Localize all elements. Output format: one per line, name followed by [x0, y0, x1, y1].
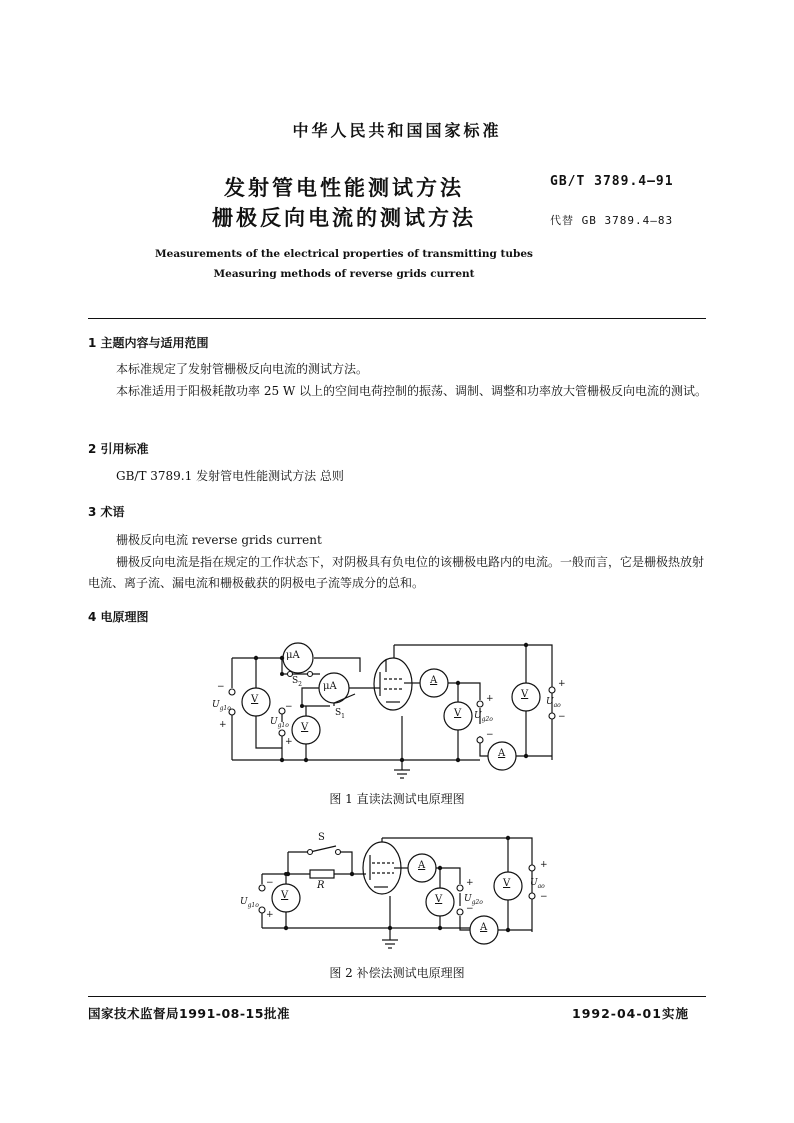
section-1-title: 1 主题内容与适用范围 [88, 336, 209, 350]
fig1-u-sub: g1o [219, 704, 231, 712]
fig1-u-letter: U [212, 700, 220, 710]
fig2-minus-g2: − [466, 904, 474, 914]
section-4-title: 4 电原理图 [88, 610, 149, 624]
fig1-meter-ua-top: μA [286, 650, 300, 661]
fig1-meter-a-bottom: A [498, 748, 506, 759]
fig1-meter-v-anode: V [521, 689, 529, 700]
section-1-para-2: 本标准适用于阳极耗散功率 25 W 以上的空间电荷控制的振荡、调制、调整和功率放大管栅极反向电流的测试。 [116, 384, 708, 398]
fig2-label-ug1 [240, 897, 259, 909]
fig2-u-sub-2: g2o [471, 898, 483, 906]
fig1-plus-mid: + [285, 737, 293, 747]
national-standard-heading: 中华人民共和国国家标准 [292, 121, 502, 140]
fig1-minus-g2: − [486, 730, 494, 740]
standard-replaces: 代替 GB 3789.4—83 [550, 214, 674, 227]
english-title-2: Measuring methods of reverse grids current [213, 268, 475, 280]
fig1-meter-ua-mid: μA [323, 681, 337, 692]
fig1-plus-left: + [219, 720, 227, 730]
fig2-plus-anode: + [540, 860, 548, 870]
fig1-minus-left: − [217, 682, 225, 692]
fig2-u-letter: U [240, 897, 248, 907]
fig2-minus-left: − [266, 878, 274, 888]
fig1-u-letter-4: U [546, 697, 554, 707]
fig2-meter-v-g2: V [435, 894, 443, 905]
footer-implement: 1992-04-01实施 [572, 1006, 689, 1021]
footer-approval: 国家技术监督局1991-08-15批准 [88, 1006, 290, 1021]
title-line-2: 栅极反向电流的测试方法 [212, 206, 476, 230]
fig1-u-letter-3: U [474, 711, 482, 721]
fig2-meter-v-anode: V [503, 878, 511, 889]
section-3-para-1: 栅极反向电流是指在规定的工作状态下，对阴极具有负电位的该栅极电路内的电流。一般而言，它是栅极热放射电流、离子流、漏电流和栅极截获的阴极电子流等成分的总和。 [88, 555, 705, 590]
fig1-minus-mid: − [285, 702, 293, 712]
section-1-para-1: 本标准规定了发射管栅极反向电流的测试方法。 [116, 362, 369, 376]
fig2-u-sub-3: ao [537, 882, 545, 890]
fig2-u-sub: g1o [247, 901, 259, 909]
fig1-meter-v-g1: V [301, 722, 309, 733]
fig1-u-sub-3: g2o [481, 715, 493, 723]
section-2-para-1: GB/T 3789.1 发射管电性能测试方法 总则 [116, 469, 344, 483]
fig1-u-sub-2: g1o [277, 721, 289, 729]
fig2-minus-anode: − [540, 892, 548, 902]
fig2-meter-a-top: A [418, 860, 426, 871]
title-line-1: 发射管电性能测试方法 [224, 176, 464, 200]
fig1-meter-v-g2: V [454, 708, 462, 719]
fig2-meter-v-left: V [281, 890, 289, 901]
fig1-meter-a-top: A [430, 675, 438, 686]
fig2-switch-s: S [318, 832, 325, 843]
fig1-meter-v-left: V [251, 694, 259, 705]
fig2-plus-g2: + [466, 878, 474, 888]
fig1-u-letter-2: U [270, 717, 278, 727]
section-2-title: 2 引用标准 [88, 442, 149, 456]
fig1-minus-anode: − [558, 712, 566, 722]
section-3-title: 3 术语 [88, 505, 125, 519]
footer-divider [88, 996, 706, 997]
fig2-label-ua [530, 878, 545, 890]
section-3-term: 栅极反向电流 reverse grids current [116, 533, 322, 547]
fig2-meter-a-bottom: A [480, 922, 488, 933]
fig1-switch-s1-sub: 1 [341, 712, 345, 720]
fig2-u-letter-2: U [464, 894, 472, 904]
english-title-1: Measurements of the electrical properties of transmitting tubes [155, 248, 533, 260]
fig1-plus-g2: + [486, 694, 494, 704]
fig1-plus-anode: + [558, 679, 566, 689]
fig1-switch-s2: $S_2$ [292, 676, 302, 688]
fig2-u-letter-3: U [530, 878, 538, 888]
fig1-switch-s1-label: S [335, 708, 342, 718]
standard-code: GB/T 3789.4—91 [550, 174, 674, 189]
fig1-u-sub-4: ao [553, 701, 561, 709]
figure-2-caption: 图 2 补偿法测试电原理图 [329, 966, 465, 980]
figure-1-caption: 图 1 直读法测试电原理图 [329, 792, 465, 806]
fig2-resistor-r: R [317, 880, 325, 891]
fig2-plus-left: + [266, 910, 274, 920]
